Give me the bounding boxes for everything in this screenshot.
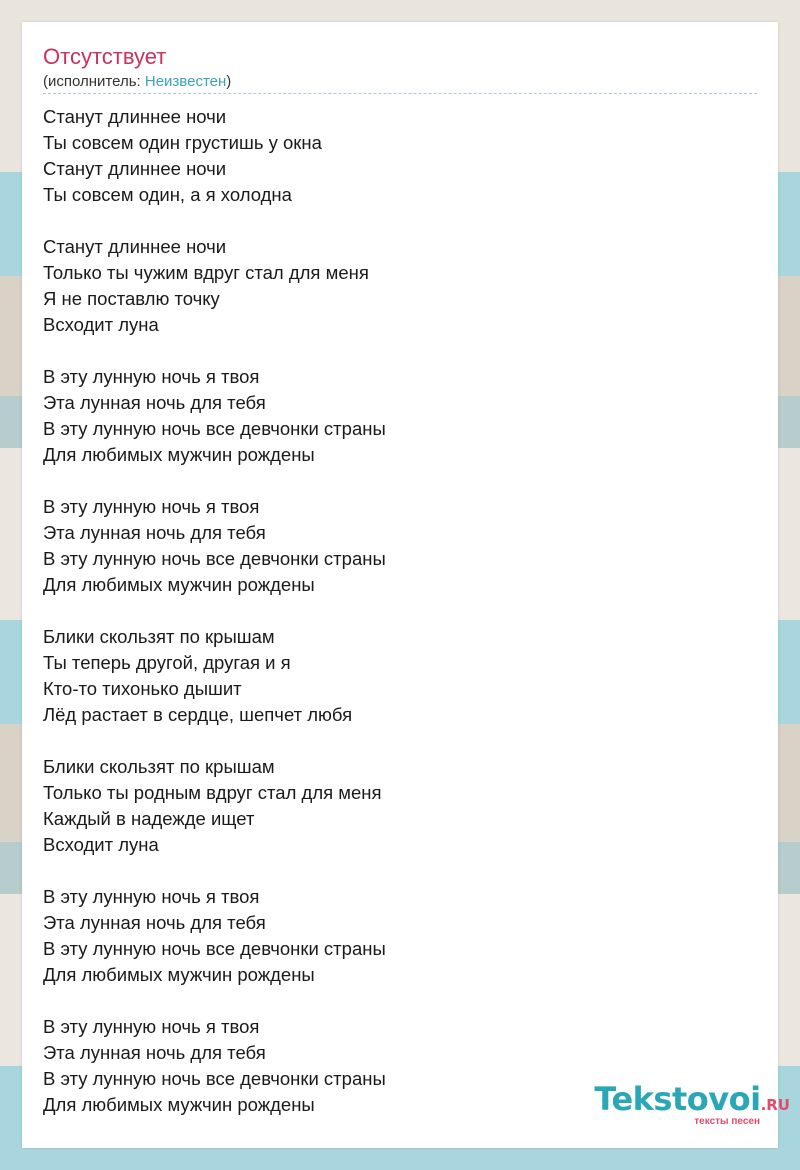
lyric-line: Станут длиннее ночи xyxy=(43,158,227,179)
lyric-line: Ты совсем один, а я холодна xyxy=(43,184,292,205)
lyric-line: Для любимых мужчин рождены xyxy=(43,964,315,985)
lyric-line: Станут длиннее ночи xyxy=(43,106,227,127)
logo-tagline: тексты песен xyxy=(694,1116,760,1127)
lyric-line: Эта лунная ночь для тебя xyxy=(43,912,266,933)
site-logo[interactable] xyxy=(594,1082,790,1127)
artist-suffix: ) xyxy=(226,73,232,90)
lyric-line: Я не поставлю точку xyxy=(43,288,220,309)
lyric-line: Только ты чужим вдруг стал для меня xyxy=(43,262,369,283)
lyric-line: Блики скользят по крышам xyxy=(43,756,275,777)
logo-name: Tekstovoi xyxy=(594,1080,761,1118)
stanza xyxy=(43,234,743,338)
stanza xyxy=(43,624,743,728)
lyric-line: Ты совсем один грустишь у окна xyxy=(43,132,322,153)
lyric-line: Для любимых мужчин рождены xyxy=(43,1094,315,1115)
artist-line xyxy=(43,73,231,91)
lyric-line: Эта лунная ночь для тебя xyxy=(43,1042,266,1063)
title-divider xyxy=(43,93,757,94)
stanza xyxy=(43,104,743,208)
lyric-line: В эту лунную ночь все девчонки страны xyxy=(43,418,386,439)
artist-prefix: (исполнитель: xyxy=(43,73,145,90)
lyric-line: Ты теперь другой, другая и я xyxy=(43,652,291,673)
lyrics-card xyxy=(22,22,778,1148)
stanza xyxy=(43,494,743,598)
stanza xyxy=(43,754,743,858)
lyric-line: В эту лунную ночь я твоя xyxy=(43,886,260,907)
lyric-line: Эта лунная ночь для тебя xyxy=(43,392,266,413)
lyric-line: В эту лунную ночь я твоя xyxy=(43,1016,260,1037)
lyric-line: Для любимых мужчин рождены xyxy=(43,574,315,595)
lyric-line: В эту лунную ночь я твоя xyxy=(43,496,260,517)
lyric-line: Блики скользят по крышам xyxy=(43,626,275,647)
lyric-line: Лёд растает в сердце, шепчет любя xyxy=(43,704,353,725)
lyric-line: Для любимых мужчин рождены xyxy=(43,444,315,465)
lyric-line: Только ты родным вдруг стал для меня xyxy=(43,782,382,803)
lyric-line: Станут длиннее ночи xyxy=(43,236,227,257)
logo-tld: .RU xyxy=(760,1096,790,1114)
lyric-line: Кто-то тихонько дышит xyxy=(43,678,242,699)
lyric-line: В эту лунную ночь все девчонки страны xyxy=(43,938,386,959)
lyric-line: В эту лунную ночь я твоя xyxy=(43,366,260,387)
lyrics-body xyxy=(43,104,743,1144)
lyric-line: В эту лунную ночь все девчонки страны xyxy=(43,1068,386,1089)
stanza xyxy=(43,884,743,988)
lyric-line: Всходит луна xyxy=(43,314,159,335)
lyric-line: Эта лунная ночь для тебя xyxy=(43,522,266,543)
stanza xyxy=(43,364,743,468)
logo-wordmark xyxy=(594,1082,790,1122)
lyric-line: Всходит луна xyxy=(43,834,159,855)
lyric-line: Каждый в надежде ищет xyxy=(43,808,255,829)
lyric-line: В эту лунную ночь все девчонки страны xyxy=(43,548,386,569)
artist-link[interactable]: Неизвестен xyxy=(144,73,227,90)
song-title: Отсутствует xyxy=(43,44,167,69)
